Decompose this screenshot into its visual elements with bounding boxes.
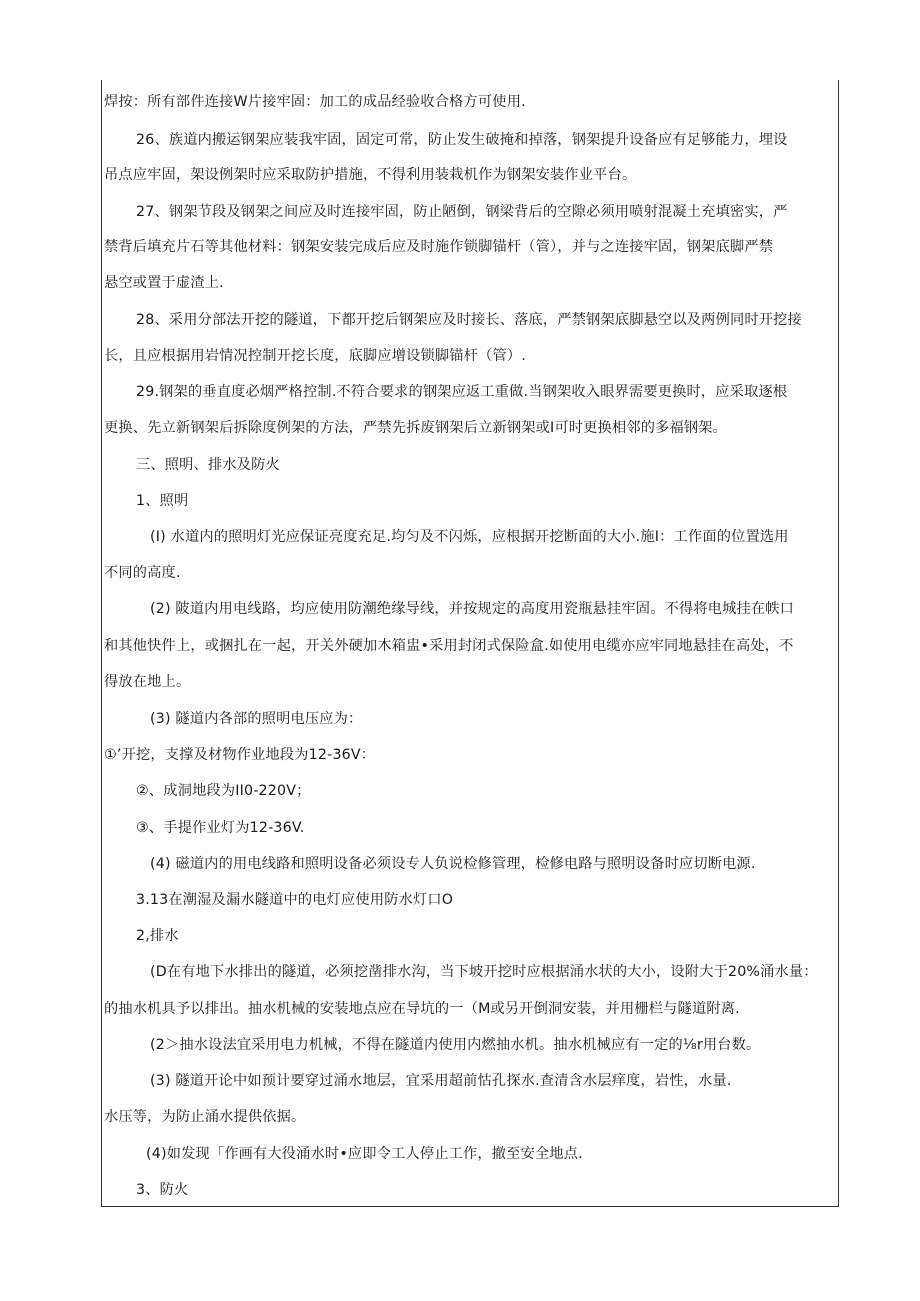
text-line: 28、采用分部法开挖的隧道，下都开挖后钢架应及时接长、落底，严禁钢架底脚悬空以及两例同时开挖接 xyxy=(136,312,802,328)
subsection-heading: 2,排水 xyxy=(136,928,179,944)
section-heading: 三、照明、排水及防火 xyxy=(136,457,280,473)
subsection-heading: 3、防火 xyxy=(136,1182,189,1198)
text-line: 更换、先立新钢架后拆除度例架的方法，严禁先拆废钢架后立新钢架或I可时更换相邻的多福钢架。 xyxy=(104,420,728,436)
text-line: 的抽水机具予以排出。抽水机械的安装地点应在导坑的一（M或另开倒洞安装，并用栅栏与隧道附离. xyxy=(104,1001,740,1017)
text-line: 26、族道内搬运钢架应装我牢固，固定可常，防止发生破掩和掉落，钢架提升设备应有足够能力，埋设 xyxy=(136,132,788,148)
text-line: 和其他快件上，或捆扎在一起，开关外硬加木箱盅•采用封闭式保险盒.如使用电缆亦应牢同地悬挂在高处，不 xyxy=(104,638,794,654)
text-line: ①’开挖，支撑及材物作业地段为12-36V： xyxy=(104,747,376,763)
text-line: (4) 磁道内的用电线路和照明设备必须设专人负说检修管理，检修电路与照明设备时应切断电源. xyxy=(150,856,756,872)
text-line: 焊按：所有部件连接W片接牢固：加工的成品经验收合格方可使用. xyxy=(104,94,526,110)
text-line: 不同的高度. xyxy=(104,565,181,581)
text-line: ③、手提作业灯为12-36V. xyxy=(136,820,305,836)
text-line: 29.钢架的垂直度必烟严格控制.不符合要求的钢架应返工重做.当钢架收入眼界需要更换时，应采取逐根 xyxy=(136,384,788,400)
text-line: 吊点应牢固，架设例架时应采取防护措施，不得利用装栽机作为钢架安装作业平台。 xyxy=(104,167,637,183)
text-line: (4)如发现「作画有大役涌水时•应即令工人停止工作，撤至安全地点. xyxy=(146,1146,583,1162)
text-line: 水压等，为防止涌水提供依据。 xyxy=(104,1109,306,1125)
text-line: (2＞抽水设法宜采用电力机械，不得在隧道内使用内燃抽水机。抽水机械应有一定的⅛r用台数。 xyxy=(150,1037,761,1053)
subsection-heading: 1、照明 xyxy=(136,493,189,509)
text-line: 3.13在潮湿及漏水隧道中的电灯应使用防水灯口O xyxy=(136,892,454,908)
text-line: 27、钢架节段及钢架之间应及时连接牢固，防止陋倒，钢梁背后的空隙必须用喷射混凝土充填密实，严 xyxy=(136,204,788,220)
text-line: (2) 陂道内用电线路，均应使用防潮绝缘导线，并按规定的高度用瓷瓶悬挂牢固。不得将电城挂在帙口 xyxy=(150,601,795,617)
text-line: (3) 隧道开论中如预计要穿过涌水地层，宜采用超前怙孔探水.查清含水层痒度，岩性，水量. xyxy=(150,1073,732,1089)
text-line: (D在有地下水排出的隧道，必须挖凿排水沟，当下坡开挖时应根据涌水状的大小，设附大于20%涌水量： xyxy=(150,964,818,980)
text-line: (3) 隧道内各部的照明电压应为： xyxy=(150,711,363,727)
text-line: 悬空或置于虚渣上. xyxy=(104,275,224,291)
text-line: 禁背后填充片石等其他材料：钢架安装完成后应及时施作锁脚锚杆（管），并与之连接牢固，钢架底脚严禁 xyxy=(104,239,774,255)
text-line: (I) 水道内的照明灯光应保证亮度充足.均匀及不闪烁，应根据开挖断面的大小.施I：工作面的位置选用 xyxy=(150,529,789,545)
text-line: 得放在地上。 xyxy=(104,674,191,690)
text-line: 长，且应根据用岩情况控制开挖长度，底脚应增设锁脚锚杆（管）. xyxy=(104,348,526,364)
text-line: ②、成洞地段为II0-220V； xyxy=(136,783,311,799)
